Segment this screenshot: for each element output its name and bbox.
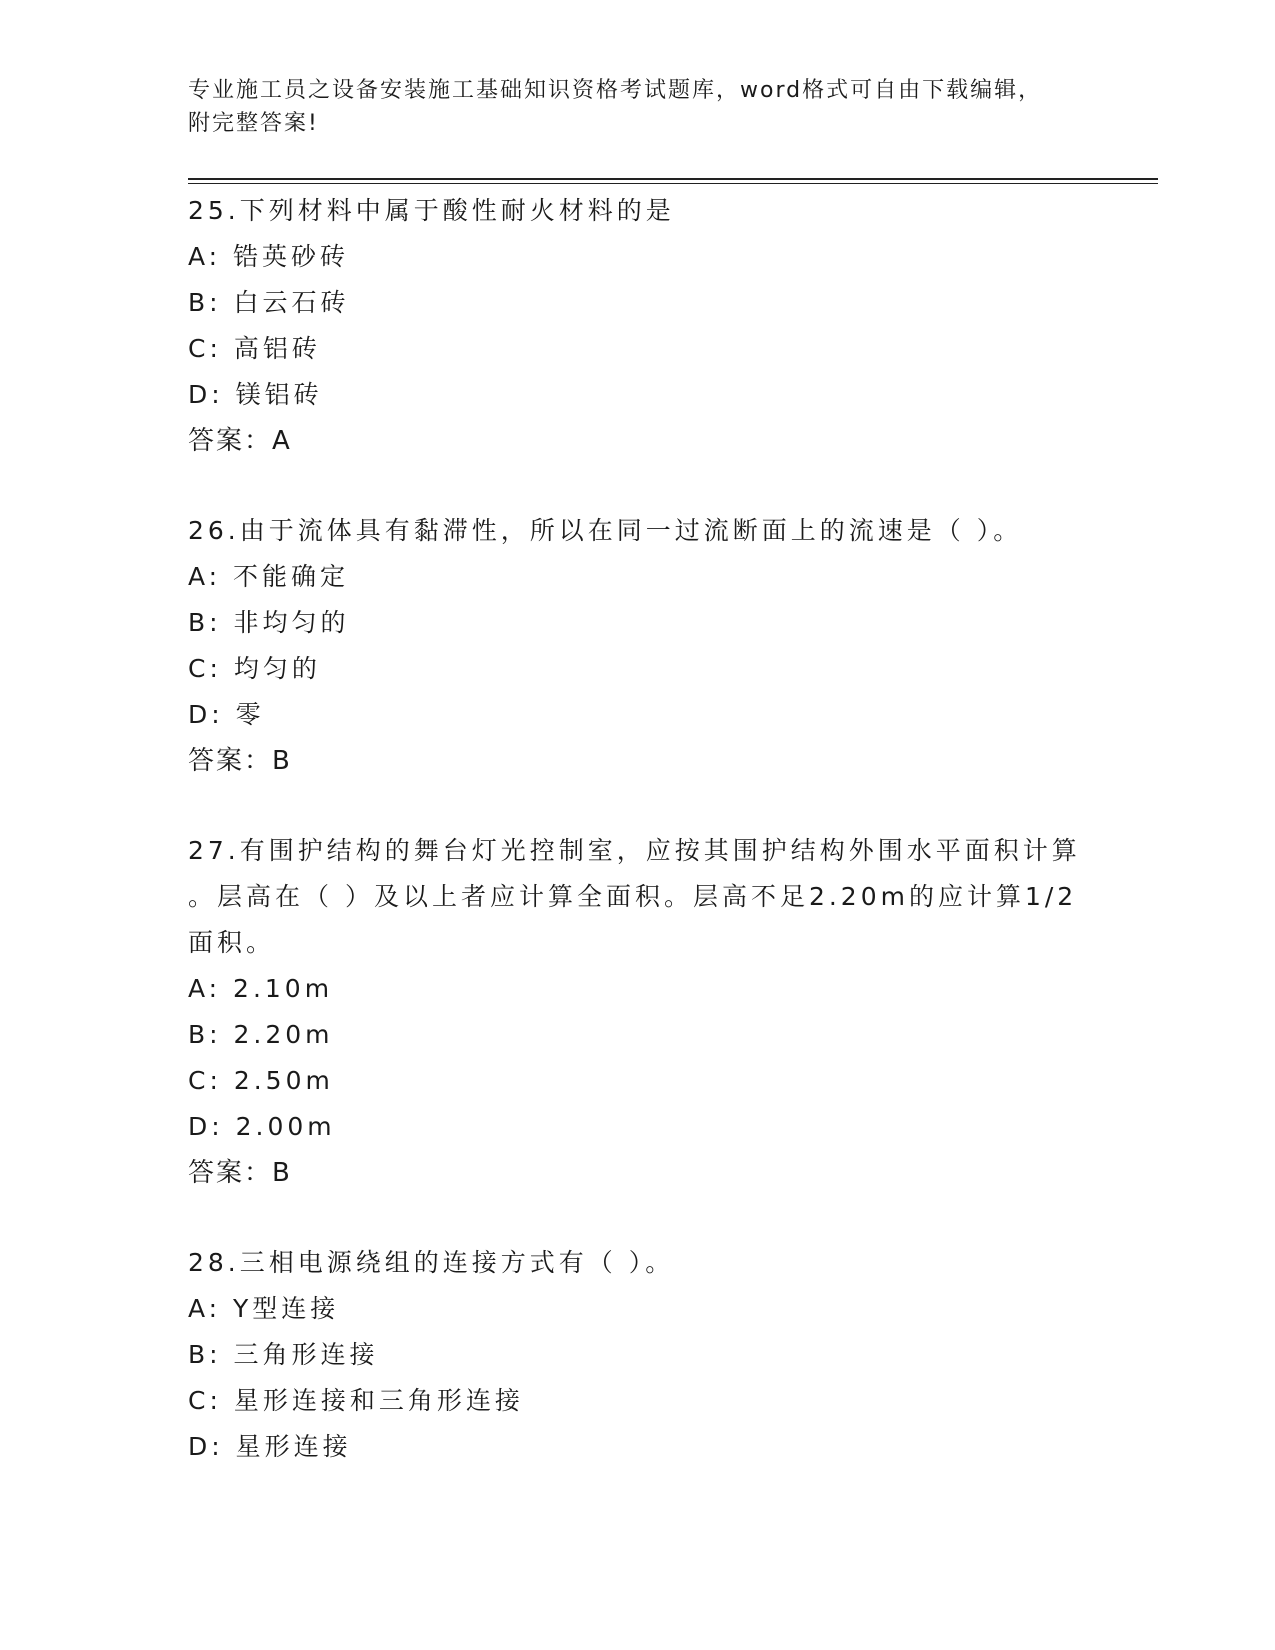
option-d: D: 零 <box>188 700 265 729</box>
question-stem-line-1: 27.有围护结构的舞台灯光控制室，应按其围护结构外围水平面积计算 <box>188 836 1081 865</box>
question-stem: 25.下列材料中属于酸性耐火材料的是 <box>188 196 675 225</box>
header-line-2: 附完整答案! <box>188 111 319 136</box>
option-c: C: 均匀的 <box>188 654 321 683</box>
document-header <box>188 74 1088 140</box>
option-c: C: 2.50m <box>188 1066 334 1095</box>
option-d: D: 2.00m <box>188 1112 336 1141</box>
option-c: C: 星形连接和三角形连接 <box>188 1386 524 1415</box>
question-25 <box>188 188 1088 464</box>
option-d: D: 镁铝砖 <box>188 380 323 409</box>
header-divider-thick <box>188 178 1158 180</box>
question-stem-line-2: 。层高在（ ）及以上者应计算全面积。层高不足2.20m的应计算1/2 <box>188 882 1078 911</box>
option-b: B: 三角形连接 <box>188 1340 379 1369</box>
question-stem: 28.三相电源绕组的连接方式有（ ）。 <box>188 1248 675 1277</box>
answer-label: 答案：A <box>188 426 292 456</box>
answer-label: 答案：B <box>188 1158 292 1188</box>
question-stem: 26.由于流体具有黏滞性，所以在同一过流断面上的流速是（ ）。 <box>188 516 1023 545</box>
option-a: A: 2.10m <box>188 974 334 1003</box>
question-26 <box>188 508 1088 784</box>
option-c: C: 高铝砖 <box>188 334 321 363</box>
answer-label: 答案：B <box>188 746 292 776</box>
question-stem-line-3: 面积。 <box>188 928 276 957</box>
option-d: D: 星形连接 <box>188 1432 352 1461</box>
question-28 <box>188 1240 1088 1470</box>
option-a: A: 锆英砂砖 <box>188 242 350 271</box>
option-b: B: 非均匀的 <box>188 608 350 637</box>
header-line-1: 专业施工员之设备安装施工基础知识资格考试题库，word格式可自由下载编辑， <box>188 78 1043 103</box>
option-b: B: 2.20m <box>188 1020 334 1049</box>
option-b: B: 白云石砖 <box>188 288 350 317</box>
option-a: A: Y型连接 <box>188 1294 340 1323</box>
option-a: A: 不能确定 <box>188 562 350 591</box>
question-27 <box>188 828 1088 1196</box>
header-divider-thin <box>188 183 1158 184</box>
